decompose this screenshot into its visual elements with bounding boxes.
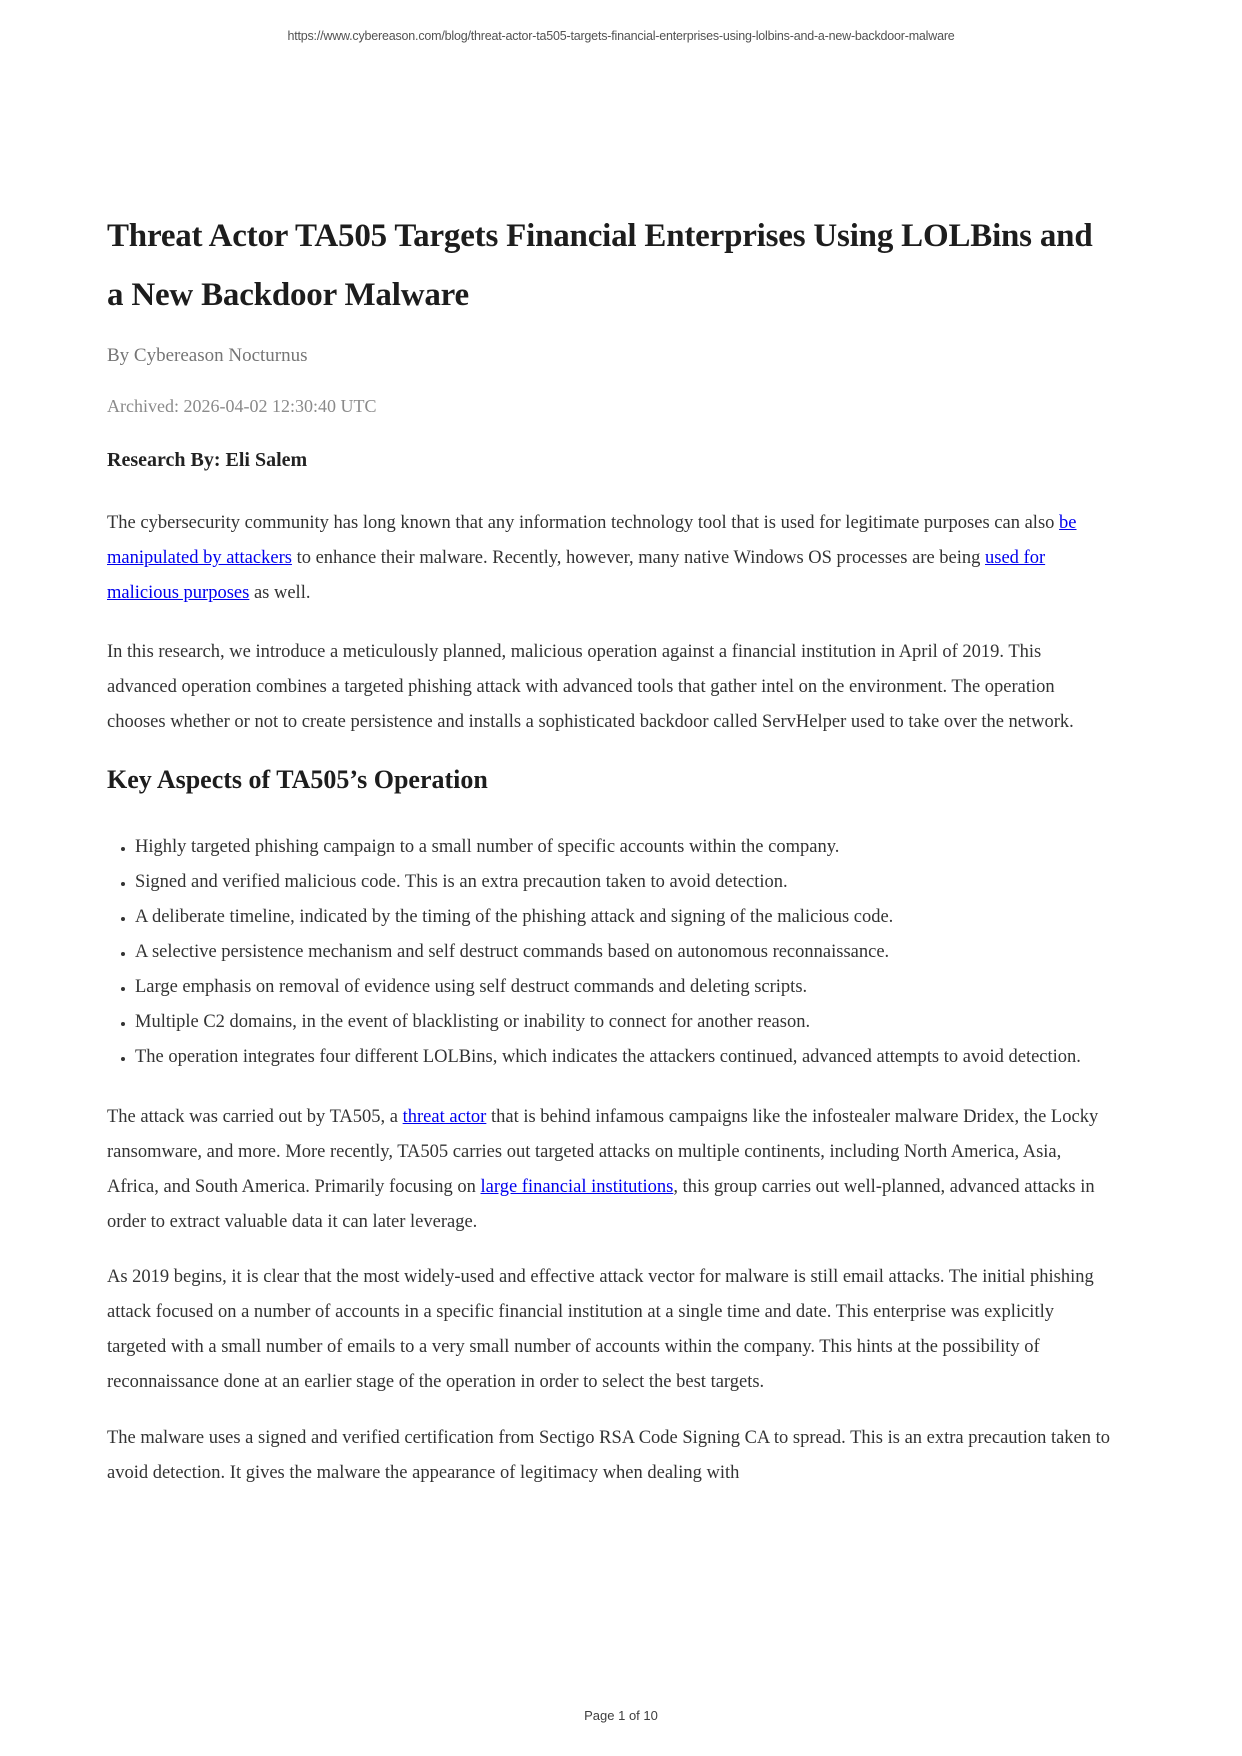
intro-text-1: The cybersecurity community has long known that any information technology tool that is used for legitimate purposes can also xyxy=(107,513,1060,533)
intro-text-2: to enhance their malware. Recently, however, many native Windows OS processes are being xyxy=(291,548,986,568)
list-item: • A deliberate timeline, indicated by the timing of the phishing attack and signing of the malicious code. xyxy=(135,900,1112,935)
link-be-manipulated-by-attackers[interactable]: be manipulated by attackers xyxy=(107,513,1077,568)
section-heading-key-aspects: Key Aspects of TA505’s Operation xyxy=(107,765,488,794)
intro-paragraph xyxy=(107,506,1112,611)
byline: By Cybereason Nocturnus xyxy=(107,345,308,366)
list-item: • Large emphasis on removal of evidence using self destruct commands and deleting scripts. xyxy=(135,970,1112,1005)
research-by-heading: Research By: Eli Salem xyxy=(107,449,308,471)
research-overview-paragraph: In this research, we introduce a meticulously planned, malicious operation against a financial institution in April of 2019. This advanced operation combines a targeted phishing attack with advanced tools that gather intel on the environment. The operation chooses whether or not to create persistence and installs a sophisticated backdoor called ServHelper used to take over the network. xyxy=(107,642,1074,732)
attribution-paragraph xyxy=(107,1100,1112,1240)
intro-text-3: as well. xyxy=(249,583,311,603)
archive-timestamp: Archived: 2026-04-02 12:30:40 UTC xyxy=(107,396,377,416)
link-large-financial-institutions[interactable]: large financial institutions xyxy=(480,1177,674,1197)
source-url: https://www.cybereason.com/blog/threat-actor-ta505-targets-financial-enterprises-using-lolbins-and-a-new-backdoor-malware xyxy=(287,29,955,43)
link-used-for-malicious-purposes[interactable]: used for malicious purposes xyxy=(107,548,1046,603)
list-item: • The operation integrates four different LOLBins, which indicates the attackers continued, advanced attempts to avoid detection. xyxy=(135,1040,1112,1075)
link-threat-actor[interactable]: threat actor xyxy=(402,1107,487,1127)
attribution-text-3: , this group carries out well-planned, advanced attacks in order to extract valuable data it can later leverage. xyxy=(107,1177,1095,1232)
key-aspects-list xyxy=(107,830,1112,1075)
page-number: Page 1 of 10 xyxy=(584,1708,658,1723)
list-item: • Multiple C2 domains, in the event of blacklisting or inability to connect for another reason. xyxy=(135,1005,1112,1040)
certificate-paragraph: The malware uses a signed and verified certification from Sectigo RSA Code Signing CA to spread. This is an extra precaution taken to avoid detection. It gives the malware the appearance of legitimacy when dealing with xyxy=(107,1428,1111,1483)
phishing-details-paragraph: As 2019 begins, it is clear that the most widely-used and effective attack vector for malware is still email attacks. The initial phishing attack focused on a number of accounts in a specific financial institution at a single time and date. This enterprise was explicitly targeted with a small number of emails to a very small number of accounts within the company. This hints at the possibility of reconnaissance done at an earlier stage of the operation in order to select the best targets. xyxy=(107,1267,1094,1392)
attribution-text-2: that is behind infamous campaigns like the infostealer malware Dridex, the Locky ransomware, and more. More recently, TA505 carries out targeted attacks on multiple continents, including North America, Asia, Africa, and South America. Primarily focusing on xyxy=(107,1107,1099,1197)
archive-header xyxy=(0,0,1242,45)
list-item: • Signed and verified malicious code. This is an extra precaution taken to avoid detection. xyxy=(135,865,1112,900)
attribution-text-1: The attack was carried out by TA505, a xyxy=(107,1107,403,1127)
list-item: • Highly targeted phishing campaign to a small number of specific accounts within the company. xyxy=(135,830,1112,865)
page-title: Threat Actor TA505 Targets Financial Enterprises Using LOLBins and a New Backdoor Malware xyxy=(107,218,1093,313)
list-item: • A selective persistence mechanism and self destruct commands based on autonomous reconnaissance. xyxy=(135,935,1112,970)
article-body xyxy=(107,207,1112,1491)
